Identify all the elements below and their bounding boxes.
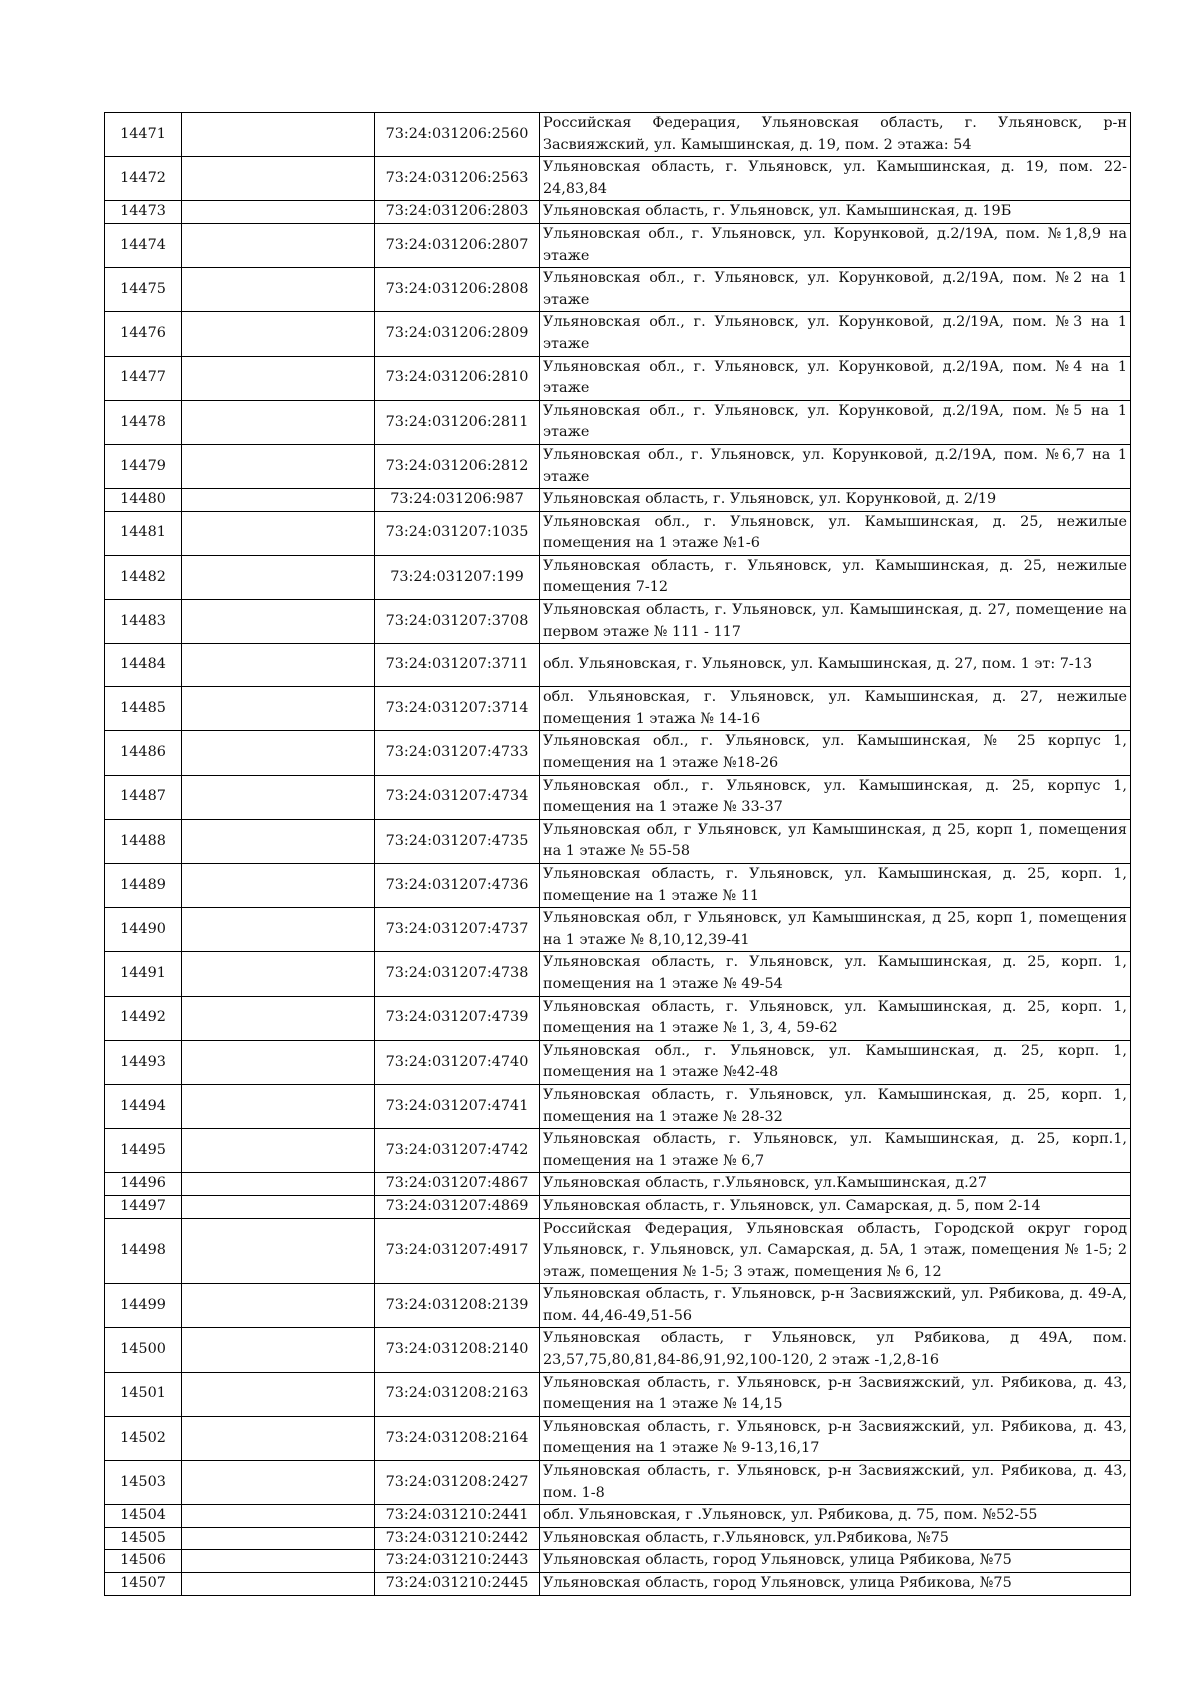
row-number: 14480 bbox=[105, 489, 182, 512]
cadastral-number: 73:24:031206:2803 bbox=[375, 201, 540, 224]
cadastral-number: 73:24:031206:2807 bbox=[375, 223, 540, 267]
row-number: 14492 bbox=[105, 996, 182, 1040]
row-number: 14479 bbox=[105, 444, 182, 488]
empty-cell bbox=[182, 1527, 375, 1550]
cadastral-number: 73:24:031208:2139 bbox=[375, 1284, 540, 1328]
address-cell: Ульяновская обл., г. Ульяновск, ул. Камышинская, д. 25, корпус 1, помещения на 1 этаже № 33-37 bbox=[540, 775, 1131, 819]
empty-cell bbox=[182, 1505, 375, 1528]
property-table bbox=[104, 112, 1131, 1596]
table-row bbox=[105, 731, 1131, 775]
cadastral-number: 73:24:031206:987 bbox=[375, 489, 540, 512]
row-number: 14473 bbox=[105, 201, 182, 224]
empty-cell bbox=[182, 1218, 375, 1284]
empty-cell bbox=[182, 201, 375, 224]
address-cell: Ульяновская область, г. Ульяновск, р-н Засвияжский, ул. Рябикова, д. 43, пом. 1-8 bbox=[540, 1461, 1131, 1505]
empty-cell bbox=[182, 312, 375, 356]
row-number: 14484 bbox=[105, 644, 182, 687]
address-cell: Ульяновская обл., г. Ульяновск, ул. Корунковой, д.2/19А, пом. №3 на 1 этаже bbox=[540, 312, 1131, 356]
table-row bbox=[105, 511, 1131, 555]
row-number: 14471 bbox=[105, 113, 182, 157]
row-number: 14477 bbox=[105, 356, 182, 400]
address-cell: Ульяновская область, г. Ульяновск, ул. Самарская, д. 5, пом 2-14 bbox=[540, 1195, 1131, 1218]
cadastral-number: 73:24:031207:4917 bbox=[375, 1218, 540, 1284]
empty-cell bbox=[182, 444, 375, 488]
address-cell: Российская Федерация, Ульяновская область, Городской округ город Ульяновск, г. Ульяновск, ул. Самарская, д. 5А, 1 этаж, помещения № 1-5; 2 этаж, помещения № 1-5; 3 этаж, помещения № 6, 12 bbox=[540, 1218, 1131, 1284]
address-cell: Ульяновская обл., г. Ульяновск, ул. Камышинская, д. 25, корп. 1, помещения на 1 этаже №42-48 bbox=[540, 1040, 1131, 1084]
table-row bbox=[105, 312, 1131, 356]
empty-cell bbox=[182, 1040, 375, 1084]
row-number: 14493 bbox=[105, 1040, 182, 1084]
row-number: 14497 bbox=[105, 1195, 182, 1218]
address-cell: Ульяновская область, г. Ульяновск, ул. Камышинская, д. 27, помещение на первом этаже № 111 - 117 bbox=[540, 600, 1131, 644]
table-row bbox=[105, 996, 1131, 1040]
row-number: 14483 bbox=[105, 600, 182, 644]
row-number: 14485 bbox=[105, 687, 182, 731]
table-row bbox=[105, 268, 1131, 312]
row-number: 14502 bbox=[105, 1416, 182, 1460]
table-row bbox=[105, 1372, 1131, 1416]
table-row bbox=[105, 1461, 1131, 1505]
row-number: 14486 bbox=[105, 731, 182, 775]
cadastral-number: 73:24:031207:4734 bbox=[375, 775, 540, 819]
cadastral-number: 73:24:031207:4739 bbox=[375, 996, 540, 1040]
row-number: 14474 bbox=[105, 223, 182, 267]
empty-cell bbox=[182, 511, 375, 555]
address-cell: Ульяновская область, г. Ульяновск, р-н Засвияжский, ул. Рябикова, д. 43, помещения на 1 этаже № 14,15 bbox=[540, 1372, 1131, 1416]
empty-cell bbox=[182, 644, 375, 687]
table-row bbox=[105, 1084, 1131, 1128]
empty-cell bbox=[182, 1328, 375, 1372]
empty-cell bbox=[182, 356, 375, 400]
address-cell: Ульяновская область, город Ульяновск, улица Рябикова, №75 bbox=[540, 1573, 1131, 1596]
row-number: 14503 bbox=[105, 1461, 182, 1505]
empty-cell bbox=[182, 1372, 375, 1416]
address-cell: Ульяновская обл., г. Ульяновск, ул. Корунковой, д.2/19А, пом. №2 на 1 этаже bbox=[540, 268, 1131, 312]
table-row bbox=[105, 444, 1131, 488]
empty-cell bbox=[182, 555, 375, 599]
address-cell: Ульяновская область, г. Ульяновск, ул. Камышинская, д. 25, корп. 1, помещения на 1 этаже № 49-54 bbox=[540, 952, 1131, 996]
address-cell: Ульяновская обл., г. Ульяновск, ул. Корунковой, д.2/19А, пом. №5 на 1 этаже bbox=[540, 400, 1131, 444]
empty-cell bbox=[182, 223, 375, 267]
row-number: 14475 bbox=[105, 268, 182, 312]
row-number: 14476 bbox=[105, 312, 182, 356]
cadastral-number: 73:24:031207:4867 bbox=[375, 1173, 540, 1196]
address-cell: Ульяновская область, г. Ульяновск, ул. Камышинская, д. 25, корп. 1, помещение на 1 этаже № 11 bbox=[540, 864, 1131, 908]
empty-cell bbox=[182, 687, 375, 731]
table-row bbox=[105, 908, 1131, 952]
table-row bbox=[105, 1573, 1131, 1596]
cadastral-number: 73:24:031210:2445 bbox=[375, 1573, 540, 1596]
empty-cell bbox=[182, 1173, 375, 1196]
address-cell: Ульяновская область, г. Ульяновск, р-н Засвияжский, ул. Рябикова, д. 43, помещения на 1 этаже № 9-13,16,17 bbox=[540, 1416, 1131, 1460]
document-page bbox=[104, 112, 1127, 1596]
address-cell: Российская Федерация, Ульяновская область, г. Ульяновск, р-н Засвияжский, ул. Камышинская, д. 19, пом. 2 этажа: 54 bbox=[540, 113, 1131, 157]
address-cell: Ульяновская область, г. Ульяновск, р-н Засвияжский, ул. Рябикова, д. 49-А, пом. 44,46-49,51-56 bbox=[540, 1284, 1131, 1328]
cadastral-number: 73:24:031207:4741 bbox=[375, 1084, 540, 1128]
table-row bbox=[105, 600, 1131, 644]
cadastral-number: 73:24:031207:199 bbox=[375, 555, 540, 599]
cadastral-number: 73:24:031207:4869 bbox=[375, 1195, 540, 1218]
empty-cell bbox=[182, 113, 375, 157]
address-cell: Ульяновская область, г. Ульяновск, ул. Камышинская, д. 25, корп.1, помещения на 1 этаже № 6,7 bbox=[540, 1129, 1131, 1173]
row-number: 14496 bbox=[105, 1173, 182, 1196]
table-row bbox=[105, 113, 1131, 157]
empty-cell bbox=[182, 1416, 375, 1460]
table-row bbox=[105, 1328, 1131, 1372]
address-cell: Ульяновская обл., г. Ульяновск, ул. Камышинская, № 25 корпус 1, помещения на 1 этаже №18-26 bbox=[540, 731, 1131, 775]
table-row bbox=[105, 201, 1131, 224]
address-cell: Ульяновская область, г. Ульяновск, ул. Камышинская, д. 25, корп. 1, помещения на 1 этаже № 1, 3, 4, 59-62 bbox=[540, 996, 1131, 1040]
row-number: 14504 bbox=[105, 1505, 182, 1528]
table-row bbox=[105, 644, 1131, 687]
row-number: 14501 bbox=[105, 1372, 182, 1416]
table-row bbox=[105, 1527, 1131, 1550]
empty-cell bbox=[182, 952, 375, 996]
row-number: 14491 bbox=[105, 952, 182, 996]
cadastral-number: 73:24:031206:2809 bbox=[375, 312, 540, 356]
property-table-body bbox=[105, 113, 1131, 1596]
row-number: 14478 bbox=[105, 400, 182, 444]
address-cell: обл. Ульяновская, г. Ульяновск, ул. Камышинская, д. 27, нежилые помещения 1 этажа № 14-16 bbox=[540, 687, 1131, 731]
row-number: 14498 bbox=[105, 1218, 182, 1284]
empty-cell bbox=[182, 268, 375, 312]
table-row bbox=[105, 555, 1131, 599]
address-cell: Ульяновская область, г. Ульяновск, ул. Корунковой, д. 2/19 bbox=[540, 489, 1131, 512]
address-cell: Ульяновская область, г. Ульяновск, ул. Камышинская, д. 19Б bbox=[540, 201, 1131, 224]
table-row bbox=[105, 864, 1131, 908]
empty-cell bbox=[182, 996, 375, 1040]
row-number: 14494 bbox=[105, 1084, 182, 1128]
empty-cell bbox=[182, 908, 375, 952]
empty-cell bbox=[182, 1573, 375, 1596]
address-cell: Ульяновская обл., г. Ульяновск, ул. Корунковой, д.2/19А, пом. №4 на 1 этаже bbox=[540, 356, 1131, 400]
row-number: 14489 bbox=[105, 864, 182, 908]
address-cell: Ульяновская обл, г Ульяновск, ул Камышинская, д 25, корп 1, помещения на 1 этаже № 8,10,12,39-41 bbox=[540, 908, 1131, 952]
cadastral-number: 73:24:031207:4733 bbox=[375, 731, 540, 775]
address-cell: Ульяновская обл., г. Ульяновск, ул. Корунковой, д.2/19А, пом. №6,7 на 1 этаже bbox=[540, 444, 1131, 488]
table-row bbox=[105, 1505, 1131, 1528]
address-cell: Ульяновская область, г.Ульяновск, ул.Рябикова, №75 bbox=[540, 1527, 1131, 1550]
empty-cell bbox=[182, 1084, 375, 1128]
address-cell: Ульяновская обл., г. Ульяновск, ул. Корунковой, д.2/19А, пом. №1,8,9 на этаже bbox=[540, 223, 1131, 267]
empty-cell bbox=[182, 864, 375, 908]
cadastral-number: 73:24:031206:2560 bbox=[375, 113, 540, 157]
cadastral-number: 73:24:031207:4738 bbox=[375, 952, 540, 996]
empty-cell bbox=[182, 1284, 375, 1328]
empty-cell bbox=[182, 1461, 375, 1505]
row-number: 14500 bbox=[105, 1328, 182, 1372]
cadastral-number: 73:24:031210:2442 bbox=[375, 1527, 540, 1550]
empty-cell bbox=[182, 731, 375, 775]
cadastral-number: 73:24:031208:2164 bbox=[375, 1416, 540, 1460]
address-cell: Ульяновская область, город Ульяновск, улица Рябикова, №75 bbox=[540, 1550, 1131, 1573]
row-number: 14472 bbox=[105, 157, 182, 201]
address-cell: Ульяновская область, г. Ульяновск, ул. Камышинская, д. 25, нежилые помещения 7-12 bbox=[540, 555, 1131, 599]
row-number: 14506 bbox=[105, 1550, 182, 1573]
empty-cell bbox=[182, 1129, 375, 1173]
cadastral-number: 73:24:031206:2811 bbox=[375, 400, 540, 444]
empty-cell bbox=[182, 1550, 375, 1573]
cadastral-number: 73:24:031210:2441 bbox=[375, 1505, 540, 1528]
address-cell: обл. Ульяновская, г .Ульяновск, ул. Рябикова, д. 75, пом. №52-55 bbox=[540, 1505, 1131, 1528]
empty-cell bbox=[182, 775, 375, 819]
cadastral-number: 73:24:031207:3711 bbox=[375, 644, 540, 687]
table-row bbox=[105, 687, 1131, 731]
row-number: 14481 bbox=[105, 511, 182, 555]
row-number: 14499 bbox=[105, 1284, 182, 1328]
empty-cell bbox=[182, 819, 375, 863]
row-number: 14507 bbox=[105, 1573, 182, 1596]
table-row bbox=[105, 157, 1131, 201]
table-row bbox=[105, 1195, 1131, 1218]
row-number: 14505 bbox=[105, 1527, 182, 1550]
row-number: 14495 bbox=[105, 1129, 182, 1173]
cadastral-number: 73:24:031207:4740 bbox=[375, 1040, 540, 1084]
cadastral-number: 73:24:031207:4737 bbox=[375, 908, 540, 952]
row-number: 14488 bbox=[105, 819, 182, 863]
empty-cell bbox=[182, 600, 375, 644]
table-row bbox=[105, 400, 1131, 444]
table-row bbox=[105, 1129, 1131, 1173]
table-row bbox=[105, 775, 1131, 819]
row-number: 14482 bbox=[105, 555, 182, 599]
table-row bbox=[105, 1550, 1131, 1573]
cadastral-number: 73:24:031208:2140 bbox=[375, 1328, 540, 1372]
cadastral-number: 73:24:031206:2810 bbox=[375, 356, 540, 400]
table-row bbox=[105, 1040, 1131, 1084]
empty-cell bbox=[182, 1195, 375, 1218]
address-cell: обл. Ульяновская, г. Ульяновск, ул. Камышинская, д. 27, пом. 1 эт: 7-13 bbox=[540, 644, 1131, 687]
row-number: 14487 bbox=[105, 775, 182, 819]
table-row bbox=[105, 819, 1131, 863]
table-row bbox=[105, 1416, 1131, 1460]
address-cell: Ульяновская область, г Ульяновск, ул Рябикова, д 49А, пом. 23,57,75,80,81,84-86,91,92,100-120, 2 этаж -1,2,8-16 bbox=[540, 1328, 1131, 1372]
address-cell: Ульяновская обл, г Ульяновск, ул Камышинская, д 25, корп 1, помещения на 1 этаже № 55-58 bbox=[540, 819, 1131, 863]
cadastral-number: 73:24:031210:2443 bbox=[375, 1550, 540, 1573]
empty-cell bbox=[182, 400, 375, 444]
address-cell: Ульяновская область, г.Ульяновск, ул.Камышинская, д.27 bbox=[540, 1173, 1131, 1196]
cadastral-number: 73:24:031207:1035 bbox=[375, 511, 540, 555]
address-cell: Ульяновская область, г. Ульяновск, ул. Камышинская, д. 25, корп. 1, помещения на 1 этаже № 28-32 bbox=[540, 1084, 1131, 1128]
empty-cell bbox=[182, 489, 375, 512]
cadastral-number: 73:24:031207:3708 bbox=[375, 600, 540, 644]
address-cell: Ульяновская обл., г. Ульяновск, ул. Камышинская, д. 25, нежилые помещения на 1 этаже №1-6 bbox=[540, 511, 1131, 555]
row-number: 14490 bbox=[105, 908, 182, 952]
table-row bbox=[105, 1218, 1131, 1284]
cadastral-number: 73:24:031208:2163 bbox=[375, 1372, 540, 1416]
cadastral-number: 73:24:031207:4735 bbox=[375, 819, 540, 863]
empty-cell bbox=[182, 157, 375, 201]
table-row bbox=[105, 223, 1131, 267]
cadastral-number: 73:24:031206:2808 bbox=[375, 268, 540, 312]
cadastral-number: 73:24:031207:4742 bbox=[375, 1129, 540, 1173]
cadastral-number: 73:24:031207:4736 bbox=[375, 864, 540, 908]
table-row bbox=[105, 1173, 1131, 1196]
cadastral-number: 73:24:031208:2427 bbox=[375, 1461, 540, 1505]
table-row bbox=[105, 952, 1131, 996]
table-row bbox=[105, 1284, 1131, 1328]
address-cell: Ульяновская область, г. Ульяновск, ул. Камышинская, д. 19, пом. 22-24,83,84 bbox=[540, 157, 1131, 201]
cadastral-number: 73:24:031207:3714 bbox=[375, 687, 540, 731]
cadastral-number: 73:24:031206:2563 bbox=[375, 157, 540, 201]
table-row bbox=[105, 489, 1131, 512]
table-row bbox=[105, 356, 1131, 400]
cadastral-number: 73:24:031206:2812 bbox=[375, 444, 540, 488]
